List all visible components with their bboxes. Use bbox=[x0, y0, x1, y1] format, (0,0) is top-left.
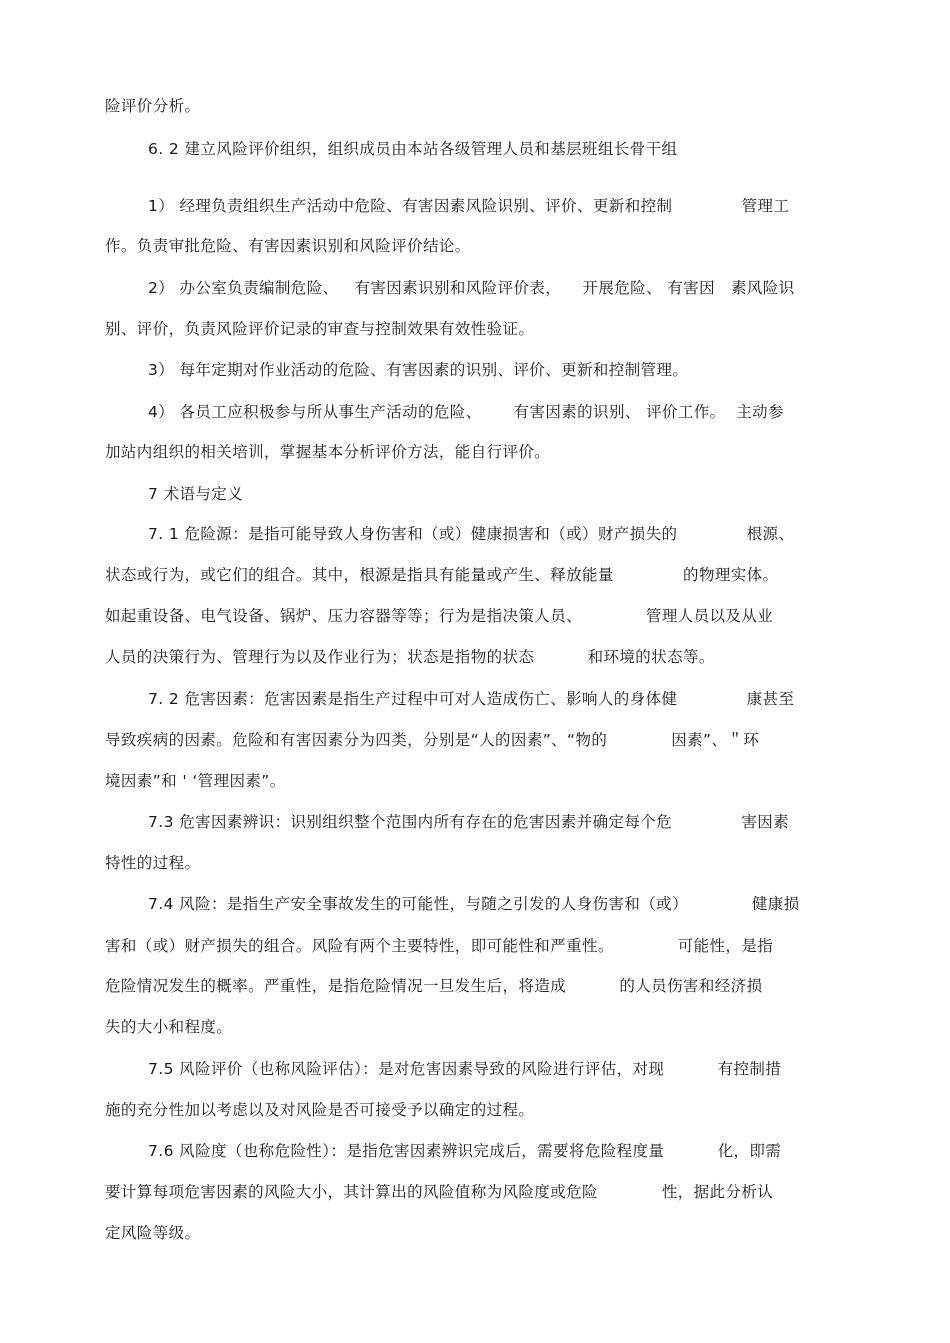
text-line: 7. 1 危险源：是指可能导致人身伤害和（或）健康损害和（或）财产损失的 根源、 bbox=[148, 525, 795, 543]
text-line: 险评价分析。 bbox=[105, 97, 201, 115]
text-line: 6. 2 建立风险评价组织，组织成员由本站各级管理人员和基层班组长骨干组 bbox=[148, 140, 678, 158]
text-line: 定风险等级。 bbox=[105, 1224, 201, 1242]
text-line: 7.4 风险：是指生产安全事故发生的可能性，与随之引发的人身伤害和（或） 健康损 bbox=[148, 895, 800, 913]
text-line: 境因素”和 ' ‘管理因素”。 bbox=[105, 772, 286, 790]
text-line: 加站内组织的相关培训，掌握基本分析评价方法，能自行评价。 bbox=[105, 443, 551, 461]
text-line: 导致疾病的因素。危险和有害因素分为四类，分别是“人的因素”、“物的 因素”、＂环 bbox=[105, 731, 760, 749]
text-line: 要计算每项危害因素的风险大小，其计算出的风险值称为风险度或危险 性，据此分析认 bbox=[105, 1183, 774, 1201]
text-line: 别、评价，负责风险评价记录的审查与控制效果有效性验证。 bbox=[105, 320, 535, 338]
text-line: 7.5 风险评价（也称风险评估）：是对危害因素导致的风险进行评估，对现 有控制措 bbox=[148, 1060, 782, 1078]
text-line: 失的大小和程度。 bbox=[105, 1018, 233, 1036]
section-heading: 7 术语与定义 bbox=[148, 485, 244, 503]
text-line: 4） 各员工应积极参与所从事生产活动的危险、 有害因素的识别、 评价工作。 主动参 bbox=[148, 403, 784, 421]
text-line: 状态或行为，或它们的组合。其中，根源是指具有能量或产生、释放能量 的物理实体。 bbox=[105, 566, 779, 584]
text-line: 7.3 危害因素辨识：识别组织整个范围内所有存在的危害因素并确定每个危 害因素 bbox=[148, 813, 790, 831]
text-line: 危险情况发生的概率。严重性，是指危险情况一旦发生后，将造成 的人员伤害和经济损 bbox=[105, 977, 763, 995]
text-line: 人员的决策行为、管理行为以及作业行为；状态是指物的状态 和环境的状态等。 bbox=[105, 648, 715, 666]
text-line: 7.6 风险度（也称危险性）：是指危害因素辨识完成后，需要将危险程度量 化，即需 bbox=[148, 1142, 782, 1160]
text-line: 如起重设备、电气设备、锅炉、压力容器等等；行为是指决策人员、 管理人员以及从业 bbox=[105, 607, 774, 625]
text-line: 2） 办公室负责编制危险、 有害因素识别和风险评价表， 开展危险、 有害因 素风险识 bbox=[148, 279, 795, 297]
text-line: 7. 2 危害因素：危害因素是指生产过程中可对人造成伤亡、影响人的身体健 康甚至 bbox=[148, 690, 795, 708]
text-line: 特性的过程。 bbox=[105, 854, 201, 872]
text-line: 施的充分性加以考虑以及对风险是否可接受予以确定的过程。 bbox=[105, 1101, 535, 1119]
text-line: 1） 经理负责组织生产活动中危险、有害因素风险识别、评价、更新和控制 管理工 bbox=[148, 197, 790, 215]
text-line: 害和（或）财产损失的组合。风险有两个主要特性，即可能性和严重性。 可能性，是指 bbox=[105, 937, 774, 955]
text-line: 作。负责审批危险、有害因素识别和风险评价结论。 bbox=[105, 237, 471, 255]
text-line: 3） 每年定期对作业活动的危险、有害因素的识别、评价、更新和控制管理。 bbox=[148, 361, 689, 379]
